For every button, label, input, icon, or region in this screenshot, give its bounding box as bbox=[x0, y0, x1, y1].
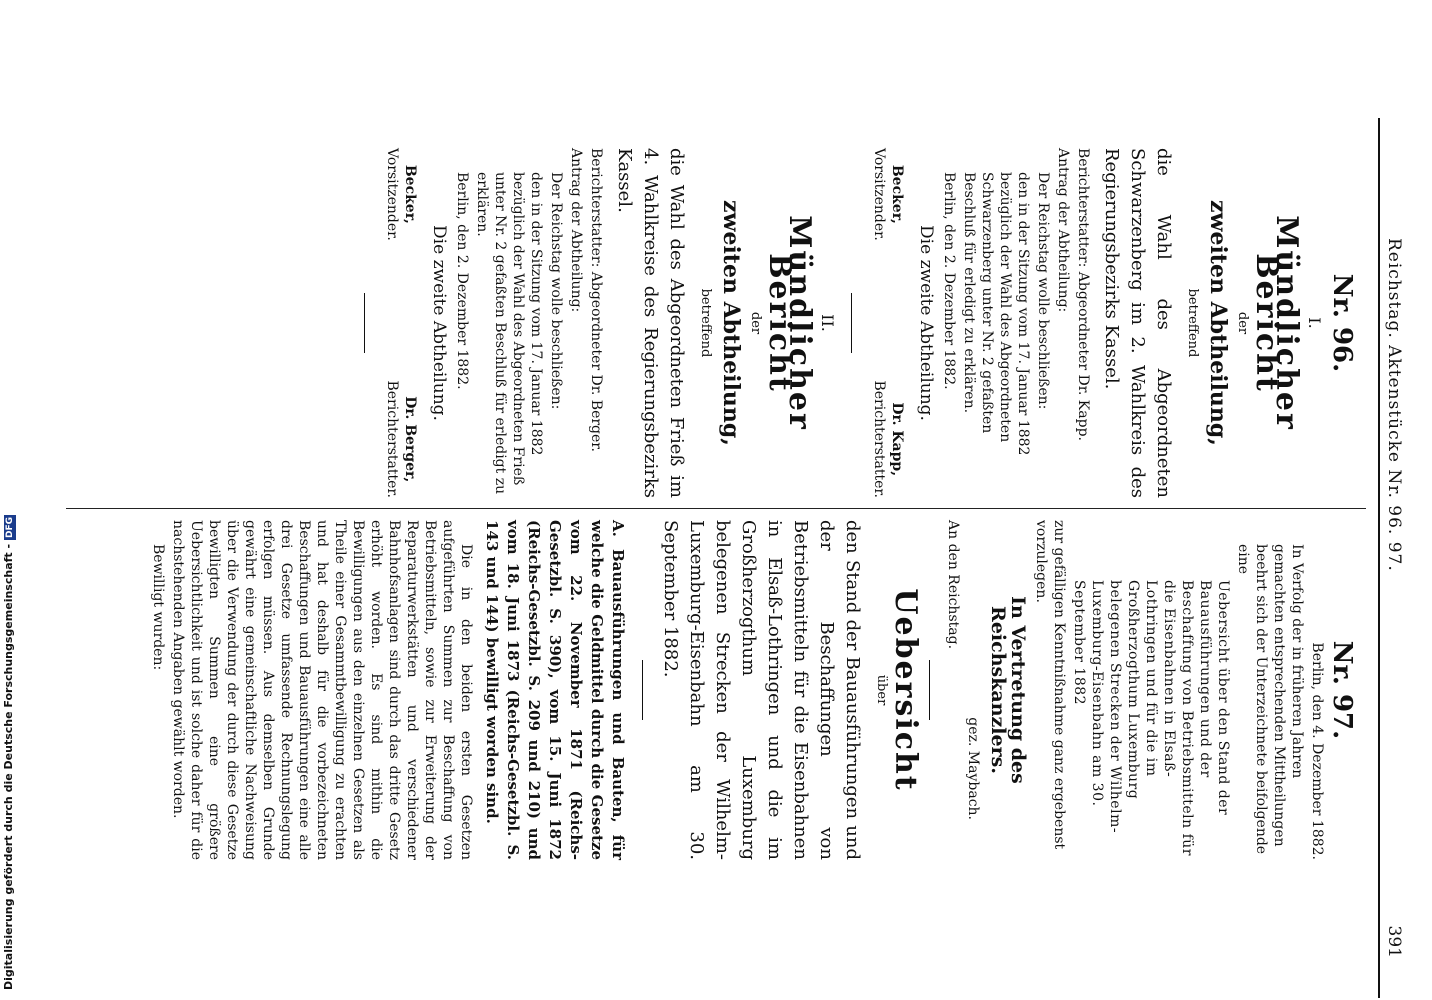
column-divider bbox=[66, 508, 1366, 509]
header-title: Reichstag. Aktenstücke Nr. 96. 97. bbox=[1384, 238, 1404, 572]
document-number-97: Nr. 97. bbox=[1327, 640, 1357, 740]
section-rule bbox=[364, 293, 365, 353]
section-2-heading: Mündlicher Bericht bbox=[762, 215, 817, 431]
section-a-heading: A. Bauausführungen und Bauten, für welche die Geldmittel durch die Gesetze vom 22. November 1871 (Reichs-Gesetzbl. S. 390), vom 15. Juni 1872 (Reichs-Gesetzbl. S. 209 und 210) und vom 18. Juni 1873 (Reichs-Gesetzbl. S. 143 und 144) bewilligt worden sind. bbox=[483, 520, 627, 860]
left-column bbox=[350, 148, 1366, 498]
section-2-sig-right bbox=[383, 380, 419, 498]
sig-role: Berichterstatter. bbox=[384, 380, 400, 498]
section-1-der: der bbox=[1235, 311, 1250, 335]
section-1-sig-right bbox=[870, 380, 906, 498]
date-line: Berlin, den 4. Dezember 1882. bbox=[1309, 642, 1325, 860]
sig-name: Becker, bbox=[889, 164, 905, 224]
body-text: Die in den beiden ersten Gesetzen aufgeführten Summen zur Beschaffung von Betriebsmitteln, sowie zur Erweiterung der Reparaturwerkstätten und verschiedener Bahnhofsanlagen sind durch das dritte Gesetz erhöht worden. Es sind mithin die Bewilligungen aus den einzelnen Gesetzen als Theile einer Gesammtbewilligung zu erachten und hat deshalb für die vorbezeichneten Beschaffungen und Bauausführungen eine alle drei Gesetze umfassende Rechnungslegung erfolgen müssen. Aus demselben Grunde gewährt eine gemeinschaftliche Nachweisung über die Verwendung der durch diese Gesetze bewilligten Summen eine größere Uebersichtlichkeit und ist solche daher für die nachstehenden Angaben gewählt worden. bbox=[170, 520, 474, 860]
overview-subject: den Stand der Bauausführungen und der Beschaffungen von Betriebsmitteln für die Eisenbahnen in Elsaß-Lothringen und die im Großherzogthum Luxemburg belegenen Strecken der Wilhelm-Luxemburg-Eisenbahn am 30. September 1882. bbox=[660, 520, 863, 860]
sig-role: Berichterstatter. bbox=[871, 380, 887, 498]
section-1-antrag: Antrag der Abtheilung: bbox=[1055, 148, 1071, 313]
addressee: An den Reichstag. bbox=[945, 520, 961, 650]
section-2-dept: Die zweite Abtheilung. bbox=[429, 225, 449, 421]
page-number: 391 bbox=[1384, 925, 1404, 958]
sig-name: Dr. Kapp, bbox=[889, 402, 905, 477]
section-1-dept: Die zweite Abtheilung. bbox=[916, 225, 936, 421]
right-column bbox=[147, 520, 1366, 860]
section-1-betreffend: betreffend bbox=[1185, 288, 1200, 358]
dfg-logo: DFG bbox=[5, 516, 15, 538]
last-line: Bewilligt wurden: bbox=[150, 544, 166, 671]
section-1-signatures bbox=[866, 148, 910, 498]
section-2-antrag: Antrag der Abtheilung: bbox=[568, 148, 584, 313]
section-2-roman: II. bbox=[818, 314, 837, 332]
section-1-subject: die Wahl des Abgeordneten Schwarzenberg im 2. Wahlkreis des Regierungsbezirks Kassel. bbox=[1101, 148, 1174, 498]
section-2-date: Berlin, den 2. Dezember 1882. bbox=[454, 172, 470, 390]
deputy-line: In Vertretung des Reichskanzlers. bbox=[987, 596, 1029, 784]
sig-name: Dr. Berger, bbox=[402, 396, 418, 483]
request-text: zur gefälligen Kenntnißnahme ganz ergebenst vorzulegen. bbox=[1033, 520, 1067, 850]
section-2-antrag-text: Der Reichstag wolle beschließen: bbox=[548, 172, 564, 410]
section-1-reporter: Berichterstatter: Abgeordneter Dr. Kapp. bbox=[1075, 148, 1091, 441]
section-2-signatures bbox=[379, 148, 423, 498]
overview-ueber: über bbox=[874, 674, 889, 706]
section-2-subheading: zweiten Abtheilung, bbox=[718, 200, 744, 446]
section-rule bbox=[642, 660, 643, 720]
credit-text: Digitalisierung gefördert durch die Deutsche Forschungsgemeinschaft - bbox=[2, 543, 15, 990]
sig-role: Vorsitzender. bbox=[871, 148, 887, 241]
section-1-antrag-detail: den in der Sitzung vom 17. Januar 1882 bezüglich der Wahl des Abgeordneten Schwarzenberg unter Nr. 2 gefaßten Beschluß für erledigt zu erklären. bbox=[961, 172, 1031, 456]
section-2-subject: die Wahl des Abgeordneten Frieß im 4. Wahlkreise des Regierungsbezirks Kassel. bbox=[614, 148, 687, 498]
document-number-96: Nr. 96. bbox=[1327, 273, 1357, 373]
overview-title: Uebersicht über den Stand der Bauausführungen und der Beschaffung von Betriebsmitteln für die Eisenbahnen in Elsaß-Lothringen und für die im Großherzogthum Luxemburg belegenen Strecken der Wilhelm-Luxemburg-Eisenbahn am 30. September 1882 bbox=[1071, 580, 1231, 857]
section-2-reporter: Berichterstatter: Abgeordneter Dr. Berger. bbox=[588, 148, 604, 452]
section-2-sig-left bbox=[383, 148, 419, 241]
section-1-subheading: zweiten Abtheilung, bbox=[1205, 200, 1231, 446]
overview-heading: Uebersicht bbox=[888, 588, 923, 792]
section-2-antrag-detail: den in der Sitzung vom 17. Januar 1882 bezüglich der Wahl des Abgeordneten Frieß unter Nr. 2 gefaßten Beschluß für erledigt zu erklären. bbox=[474, 172, 544, 495]
section-1-roman: I. bbox=[1305, 317, 1324, 329]
section-2-betreffend: betreffend bbox=[698, 288, 713, 358]
page-header bbox=[1378, 118, 1404, 998]
sig-name: Becker, bbox=[402, 164, 418, 224]
section-rule bbox=[929, 660, 930, 720]
section-1-sig-left bbox=[870, 148, 906, 241]
intro-text: In Verfolg der in früheren Jahren gemachten entsprechenden Mittheilungen beehrt sich der Unterzeichnete beifolgende eine bbox=[1235, 544, 1305, 855]
section-2-der: der bbox=[748, 311, 763, 335]
section-rule bbox=[851, 293, 852, 353]
section-1-antrag-text: Der Reichstag wolle beschließen: bbox=[1035, 172, 1051, 410]
section-1-heading: Mündlicher Bericht bbox=[1249, 215, 1304, 431]
signature: gez. Maybach. bbox=[965, 717, 981, 820]
sig-role: Vorsitzender. bbox=[384, 148, 400, 241]
section-1-date: Berlin, den 2. Dezember 1882. bbox=[941, 172, 957, 390]
